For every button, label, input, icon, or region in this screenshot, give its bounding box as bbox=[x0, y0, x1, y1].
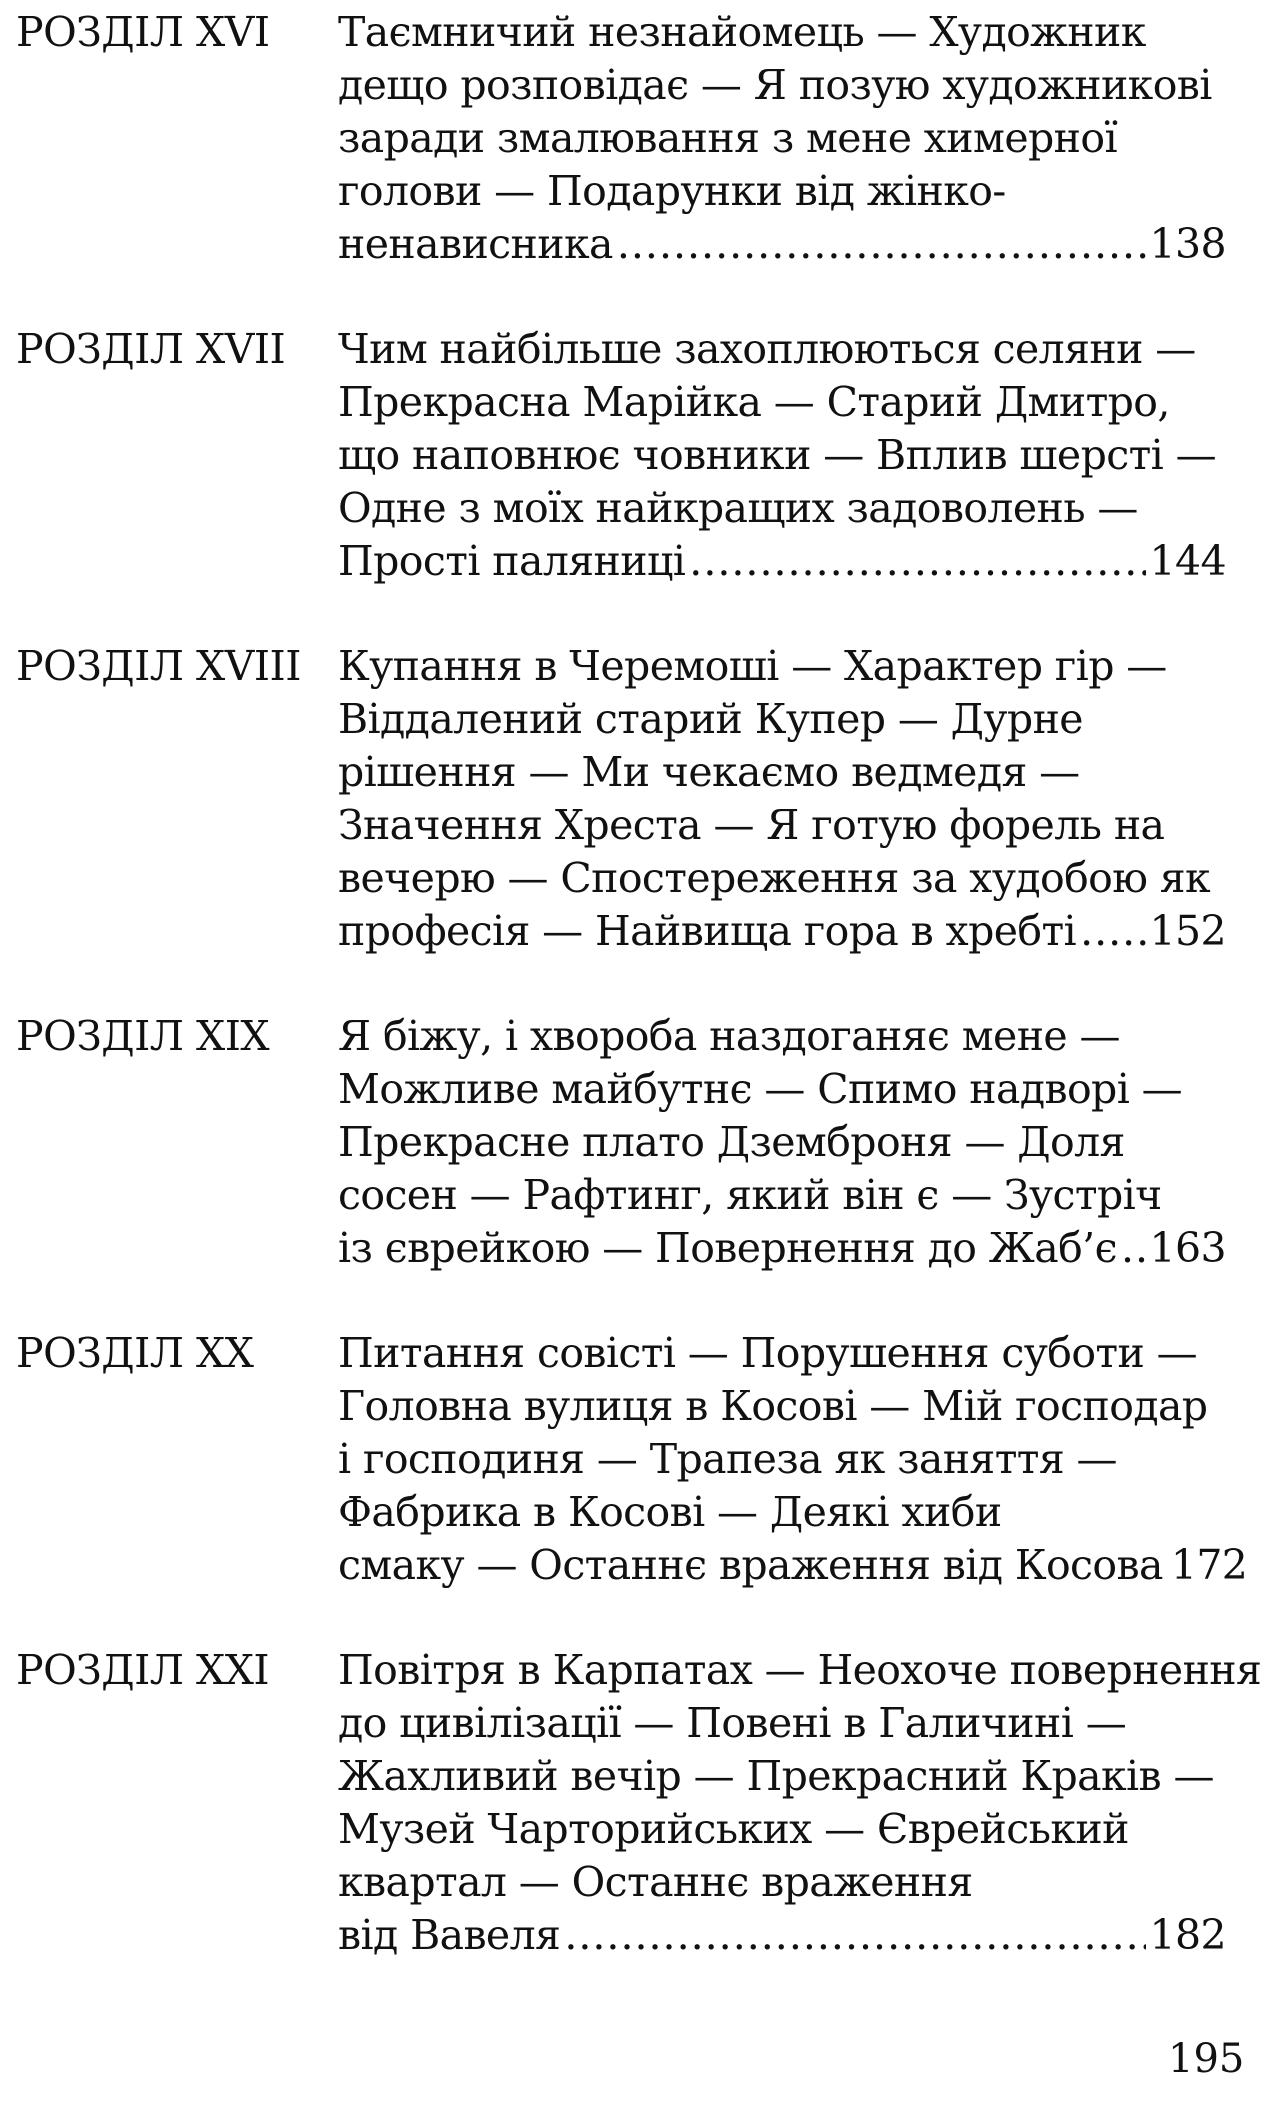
description-line: Прекрасне плато Дземброня — Доля bbox=[338, 1118, 1125, 1166]
description-line: Фабрика в Косові — Деякі хиби bbox=[338, 1488, 1002, 1536]
description-last-line bbox=[338, 1222, 1226, 1275]
dot-leader bbox=[1121, 1222, 1146, 1275]
page-ref: 163 bbox=[1149, 1224, 1226, 1272]
description-line: до цивілізації — Повені в Галичині — bbox=[338, 1699, 1127, 1747]
page-ref: 152 bbox=[1149, 907, 1226, 955]
description-last-line bbox=[338, 905, 1226, 958]
description-line: Я біжу, і хвороба наздоганяє мене — bbox=[338, 1012, 1120, 1060]
dot-leader bbox=[1080, 905, 1145, 958]
description-line: смаку — Останнє враження від Косова bbox=[338, 1541, 1163, 1589]
page-number: 195 bbox=[1168, 2036, 1245, 2082]
description-line: ненависника bbox=[338, 220, 613, 268]
description-line: Жахливий вечір — Прекрасний Краків — bbox=[338, 1752, 1214, 1800]
dot-leader bbox=[689, 535, 1145, 588]
description-line: Прекрасна Марійка — Старий Дмитро, bbox=[338, 378, 1170, 426]
dot-leader bbox=[617, 218, 1146, 271]
description-line: Значення Хреста — Я готую форель на bbox=[338, 801, 1165, 849]
description-last-line bbox=[338, 1539, 1248, 1592]
chapter-description bbox=[338, 323, 1226, 588]
toc-entry-17[interactable] bbox=[16, 323, 1226, 588]
description-line: Купання в Черемоші — Характер гір — bbox=[338, 642, 1167, 690]
description-line: Повітря в Карпатах — Неохоче повернення bbox=[338, 1646, 1261, 1694]
chapter-label: РОЗДІЛ XX bbox=[16, 1329, 254, 1377]
chapter-label: РОЗДІЛ XVI bbox=[16, 8, 270, 56]
table-of-contents bbox=[16, 6, 1261, 2014]
page-ref: 182 bbox=[1149, 1911, 1226, 1959]
description-line: Музей Чарторийських — Єврейський bbox=[338, 1805, 1129, 1853]
page-ref: 138 bbox=[1149, 220, 1226, 268]
chapter-label: РОЗДІЛ XXI bbox=[16, 1646, 270, 1694]
description-line: голови — Подарунки від жінко- bbox=[338, 167, 1006, 215]
description-line: що наповнює човники — Вплив шерсті — bbox=[338, 431, 1217, 479]
chapter-description bbox=[338, 640, 1226, 958]
chapter-label: РОЗДІЛ XVIII bbox=[16, 642, 301, 690]
description-line: рішення — Ми чекаємо ведмедя — bbox=[338, 748, 1080, 796]
description-line: Чим найбільше захоплюються селяни — bbox=[338, 325, 1196, 373]
toc-entry-21[interactable] bbox=[16, 1644, 1261, 1962]
description-line: Прості паляниці bbox=[338, 537, 686, 585]
description-line: Питання совісті — Порушення суботи — bbox=[338, 1329, 1198, 1377]
description-line: професія — Найвища гора в хребті bbox=[338, 907, 1077, 955]
description-line: Одне з моїх найкращих задоволень — bbox=[338, 484, 1138, 532]
description-line: Головна вулиця в Косові — Мій господар bbox=[338, 1382, 1208, 1430]
description-line: квартал — Останнє враження bbox=[338, 1858, 973, 1906]
description-last-line bbox=[338, 1909, 1226, 1962]
description-line: дещо розповідає — Я позую художникові bbox=[338, 61, 1212, 109]
description-last-line bbox=[338, 218, 1226, 271]
toc-entry-18[interactable] bbox=[16, 640, 1226, 958]
page-ref: 144 bbox=[1149, 537, 1226, 585]
chapter-description bbox=[338, 6, 1226, 271]
description-line: сосен — Рафтинг, який він є — Зустріч bbox=[338, 1171, 1162, 1219]
description-last-line bbox=[338, 535, 1226, 588]
page-ref: 172 bbox=[1170, 1541, 1248, 1589]
toc-entry-16[interactable] bbox=[16, 6, 1226, 271]
chapter-label: РОЗДІЛ XIX bbox=[16, 1012, 270, 1060]
chapter-description bbox=[338, 1644, 1261, 1962]
description-line: Можливе майбутнє — Спимо надворі — bbox=[338, 1065, 1183, 1113]
description-line: і господиня — Трапеза як заняття — bbox=[338, 1435, 1117, 1483]
description-line: вечерю — Спостереження за худобою як bbox=[338, 854, 1211, 902]
description-line: від Вавеля bbox=[338, 1911, 561, 1959]
description-line: заради змалювання з мене химерної bbox=[338, 114, 1117, 162]
description-line: із єврейкою — Повернення до Жаб’є bbox=[338, 1224, 1117, 1272]
description-line: Віддалений старий Купер — Дурне bbox=[338, 695, 1083, 743]
chapter-description bbox=[338, 1327, 1248, 1592]
dot-leader bbox=[564, 1909, 1145, 1962]
toc-entry-20[interactable] bbox=[16, 1327, 1248, 1592]
chapter-label: РОЗДІЛ XVII bbox=[16, 325, 286, 373]
description-line: Таємничий незнайомець — Художник bbox=[338, 8, 1146, 56]
chapter-description bbox=[338, 1010, 1226, 1275]
toc-entry-19[interactable] bbox=[16, 1010, 1226, 1275]
